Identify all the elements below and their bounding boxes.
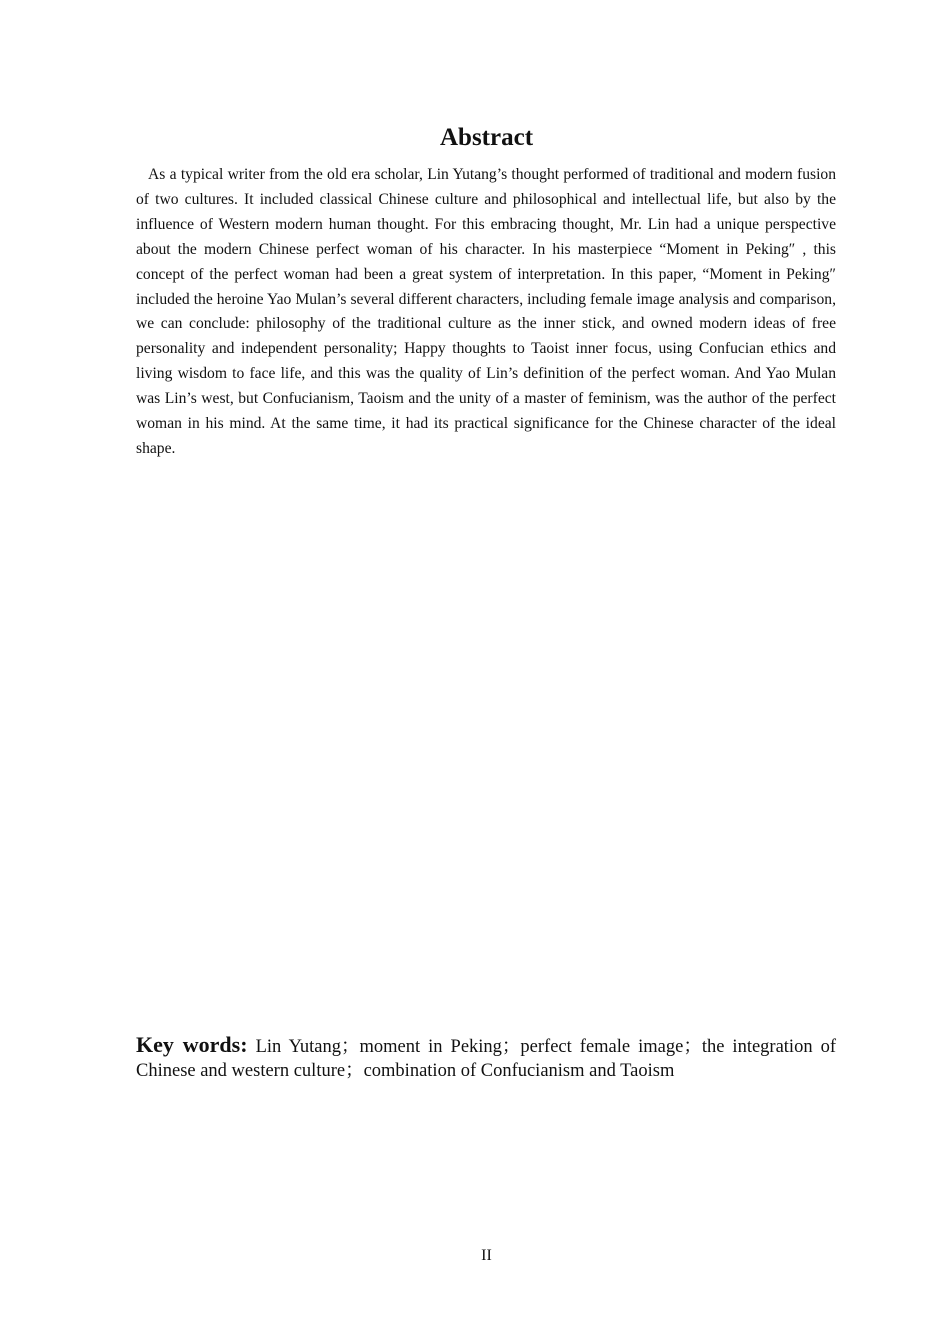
keywords-label: Key words: [136, 1032, 248, 1057]
keywords-section [136, 1033, 836, 1083]
page-number: II [481, 1247, 492, 1264]
abstract-title: Abstract [439, 124, 534, 151]
keywords-text: Lin Yutang；moment in Peking；perfect female image；the integration of Chinese and western culture；combination of Confucianism and Taoism [136, 1037, 836, 1081]
abstract-body: As a typical writer from the old era scholar, Lin Yutang’s thought performed of traditional and modern fusion of two cultures. It included classical Chinese culture and philosophical and intellectual life, but also by the influence of Western modern human thought. For this embracing thought, Mr. Lin had a unique perspective about the modern Chinese perfect woman of his character. In his masterpiece “Moment in Peking″ , this concept of the perfect woman had been a great system of interpretation. In this paper, “Moment in Peking″ included the heroine Yao Mulan’s several different characters, including female image analysis and comparison, we can conclude: philosophy of the traditional culture as the inner stick, and owned modern ideas of free personality and independent personality; Happy thoughts to Taoist inner focus, using Confucian ethics and living wisdom to face life, and this was the quality of Lin’s definition of the perfect woman. And Yao Mulan was Lin’s west, but Confucianism, Taoism and the unity of a master of feminism, was the author of the perfect woman in his mind. At the same time, it had its practical significance for the Chinese character of the ideal shape. [136, 166, 836, 457]
